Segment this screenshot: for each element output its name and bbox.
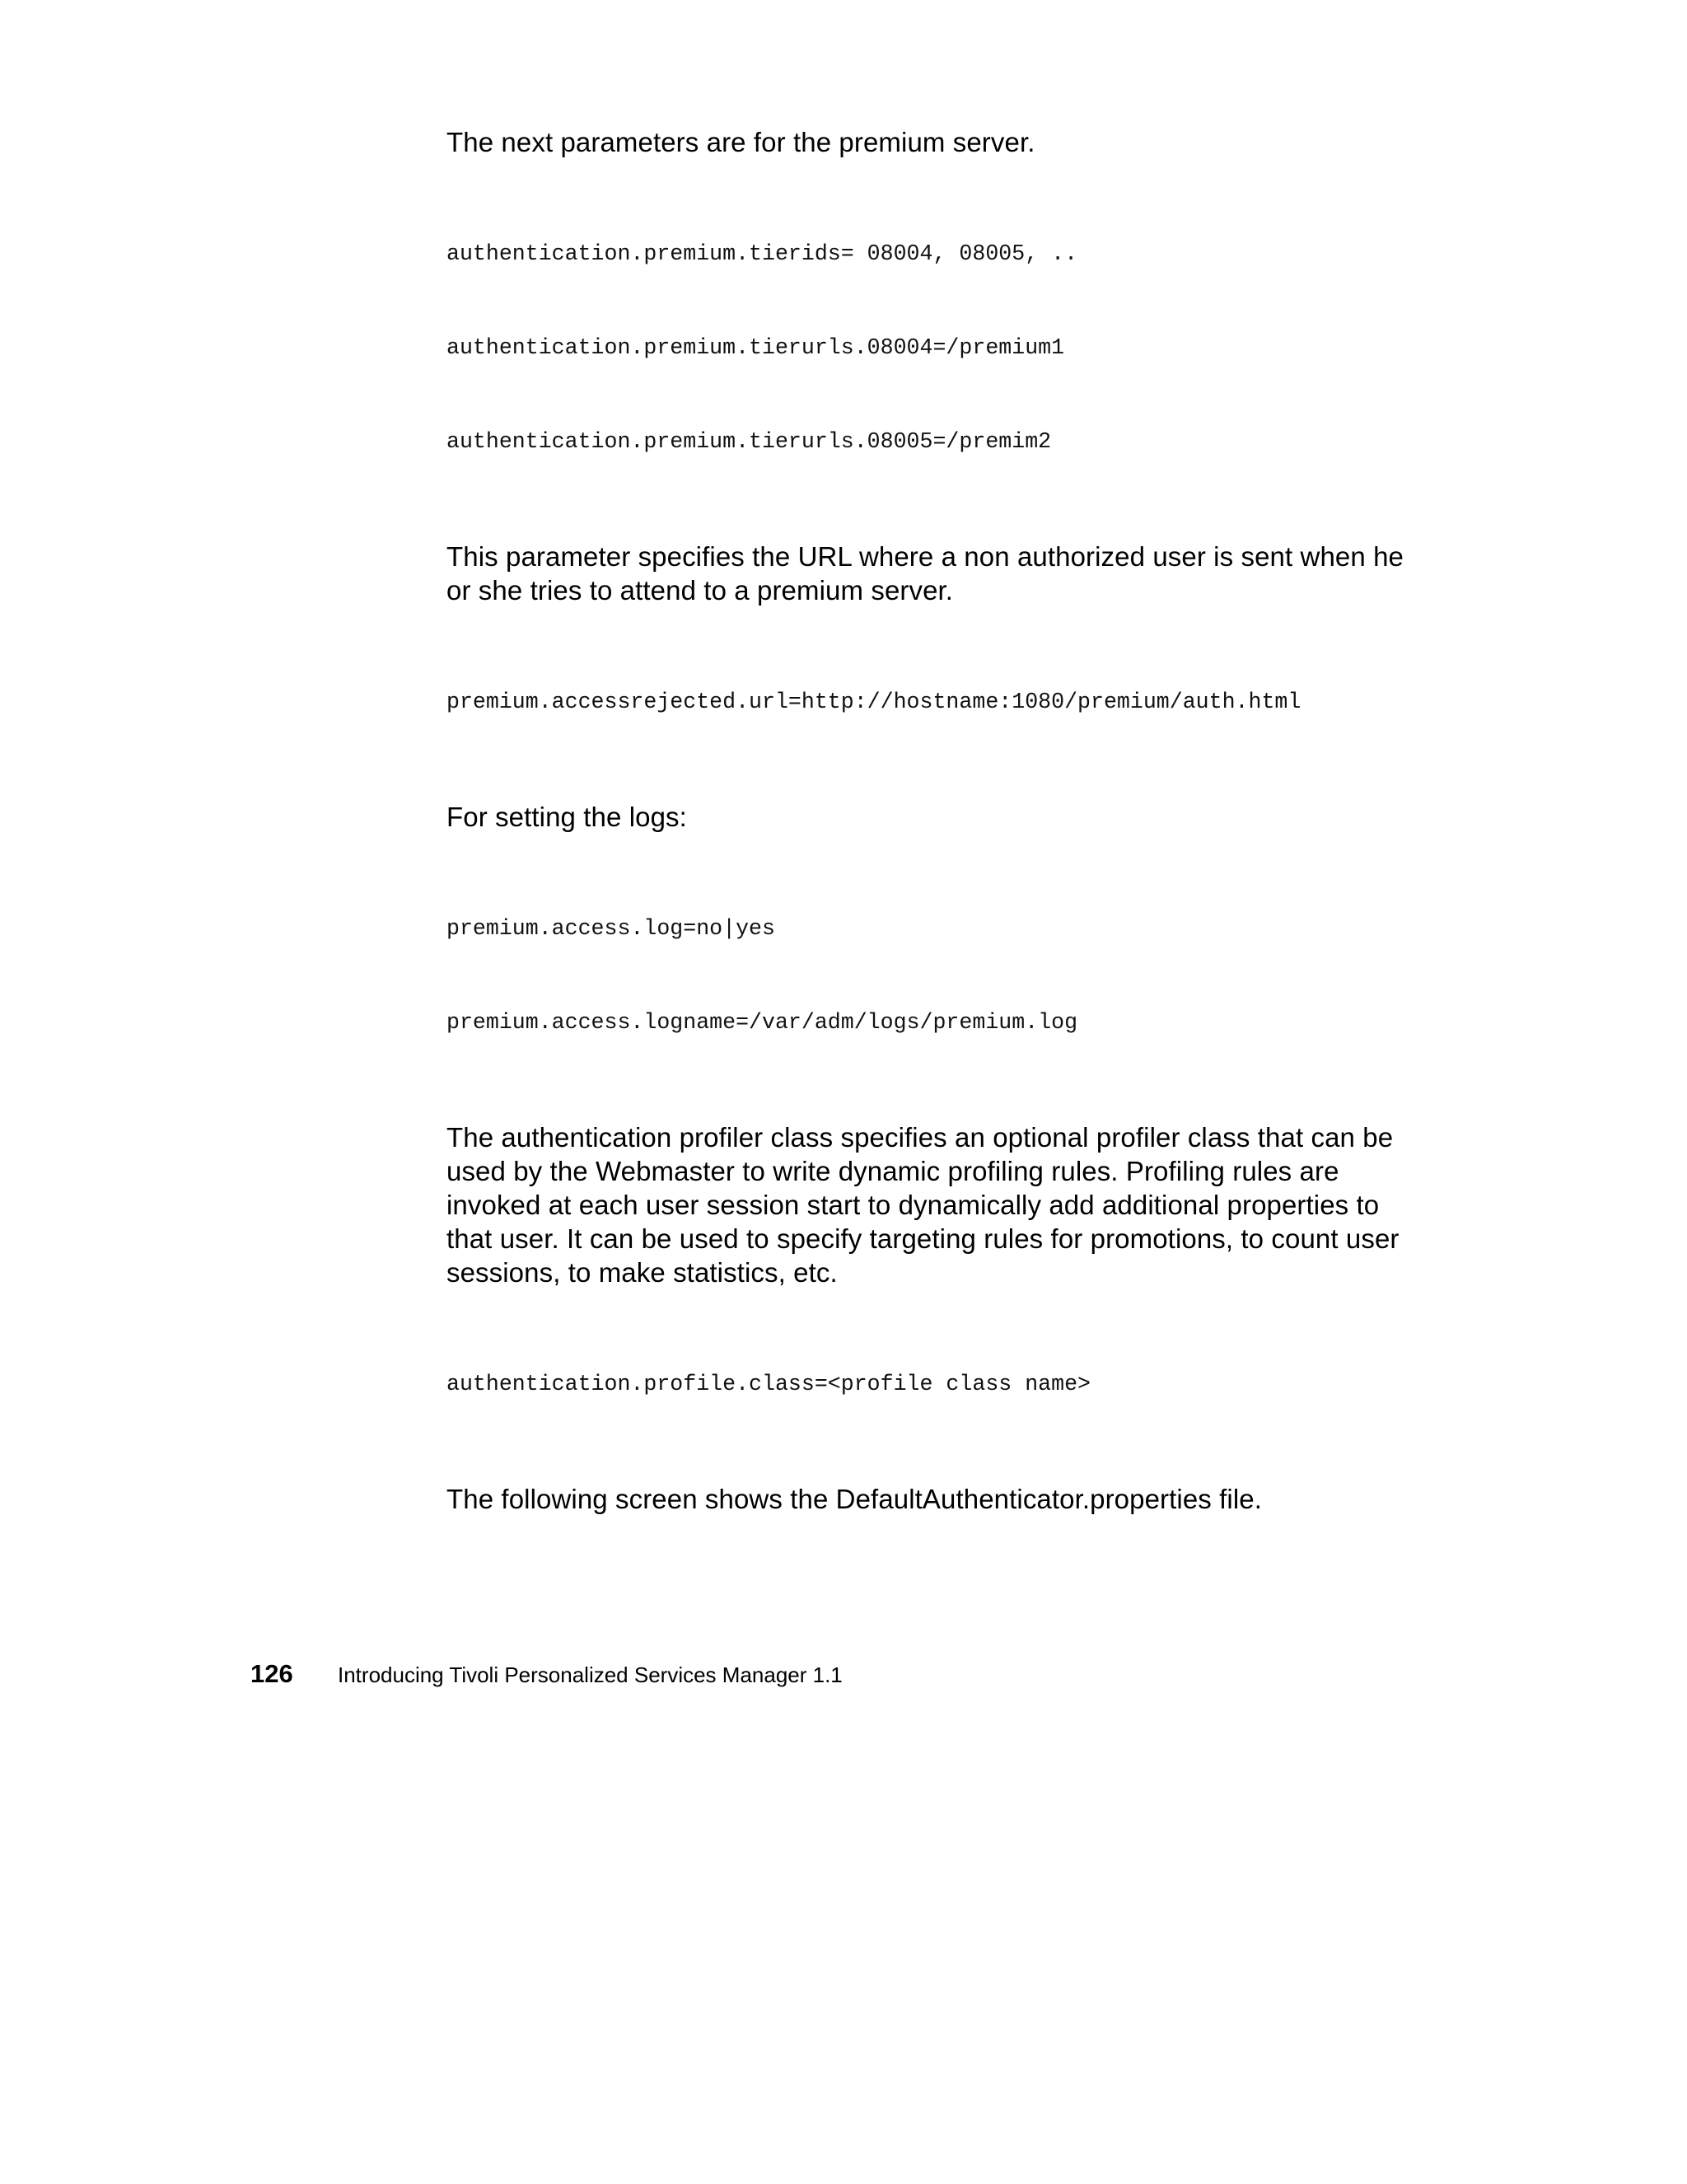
code-block-rejected-url [446,624,1418,780]
code-block-profile-class [446,1306,1418,1462]
code-line: authentication.premium.tierurls.08005=/premim2 [446,429,1052,454]
body-text [446,125,1418,1532]
code-line: authentication.premium.tierids= 08004, 08005, .. [446,241,1078,266]
page-footer [250,1659,843,1695]
paragraph-rejected-url: This parameter specifies the URL where a non authorized user is sent when he or she tries to attend to a premium server. [446,541,1404,606]
code-block-log-settings [446,850,1418,1101]
book-title: Introducing Tivoli Personalized Services Manager 1.1 [338,1663,843,1687]
code-line: premium.accessrejected.url=http://hostname:1080/premium/auth.html [446,690,1301,714]
paragraph-logs: For setting the logs: [446,802,687,832]
code-line: authentication.profile.class=<profile class name> [446,1372,1091,1396]
page-number: 126 [250,1659,293,1688]
code-block-tier-settings [446,175,1418,520]
paragraph-screen-intro: The following screen shows the DefaultAuthenticator.properties file. [446,1484,1262,1514]
code-line: premium.access.logname=/var/adm/logs/premium.log [446,1010,1078,1035]
paragraph-profiler-class: The authentication profiler class specifies an optional profiler class that can be used by the Webmaster to write dynamic profiling rules. Profiling rules are invoked at each user session start to dynamically add additional properties to that user. It can be used to specify targeting rules for promotions, to count user sessions, to make statistics, etc. [446,1122,1400,1288]
paragraph-premium-intro: The next parameters are for the premium server. [446,127,1035,157]
code-line: premium.access.log=no|yes [446,916,775,941]
code-line: authentication.premium.tierurls.08004=/premium1 [446,335,1065,360]
